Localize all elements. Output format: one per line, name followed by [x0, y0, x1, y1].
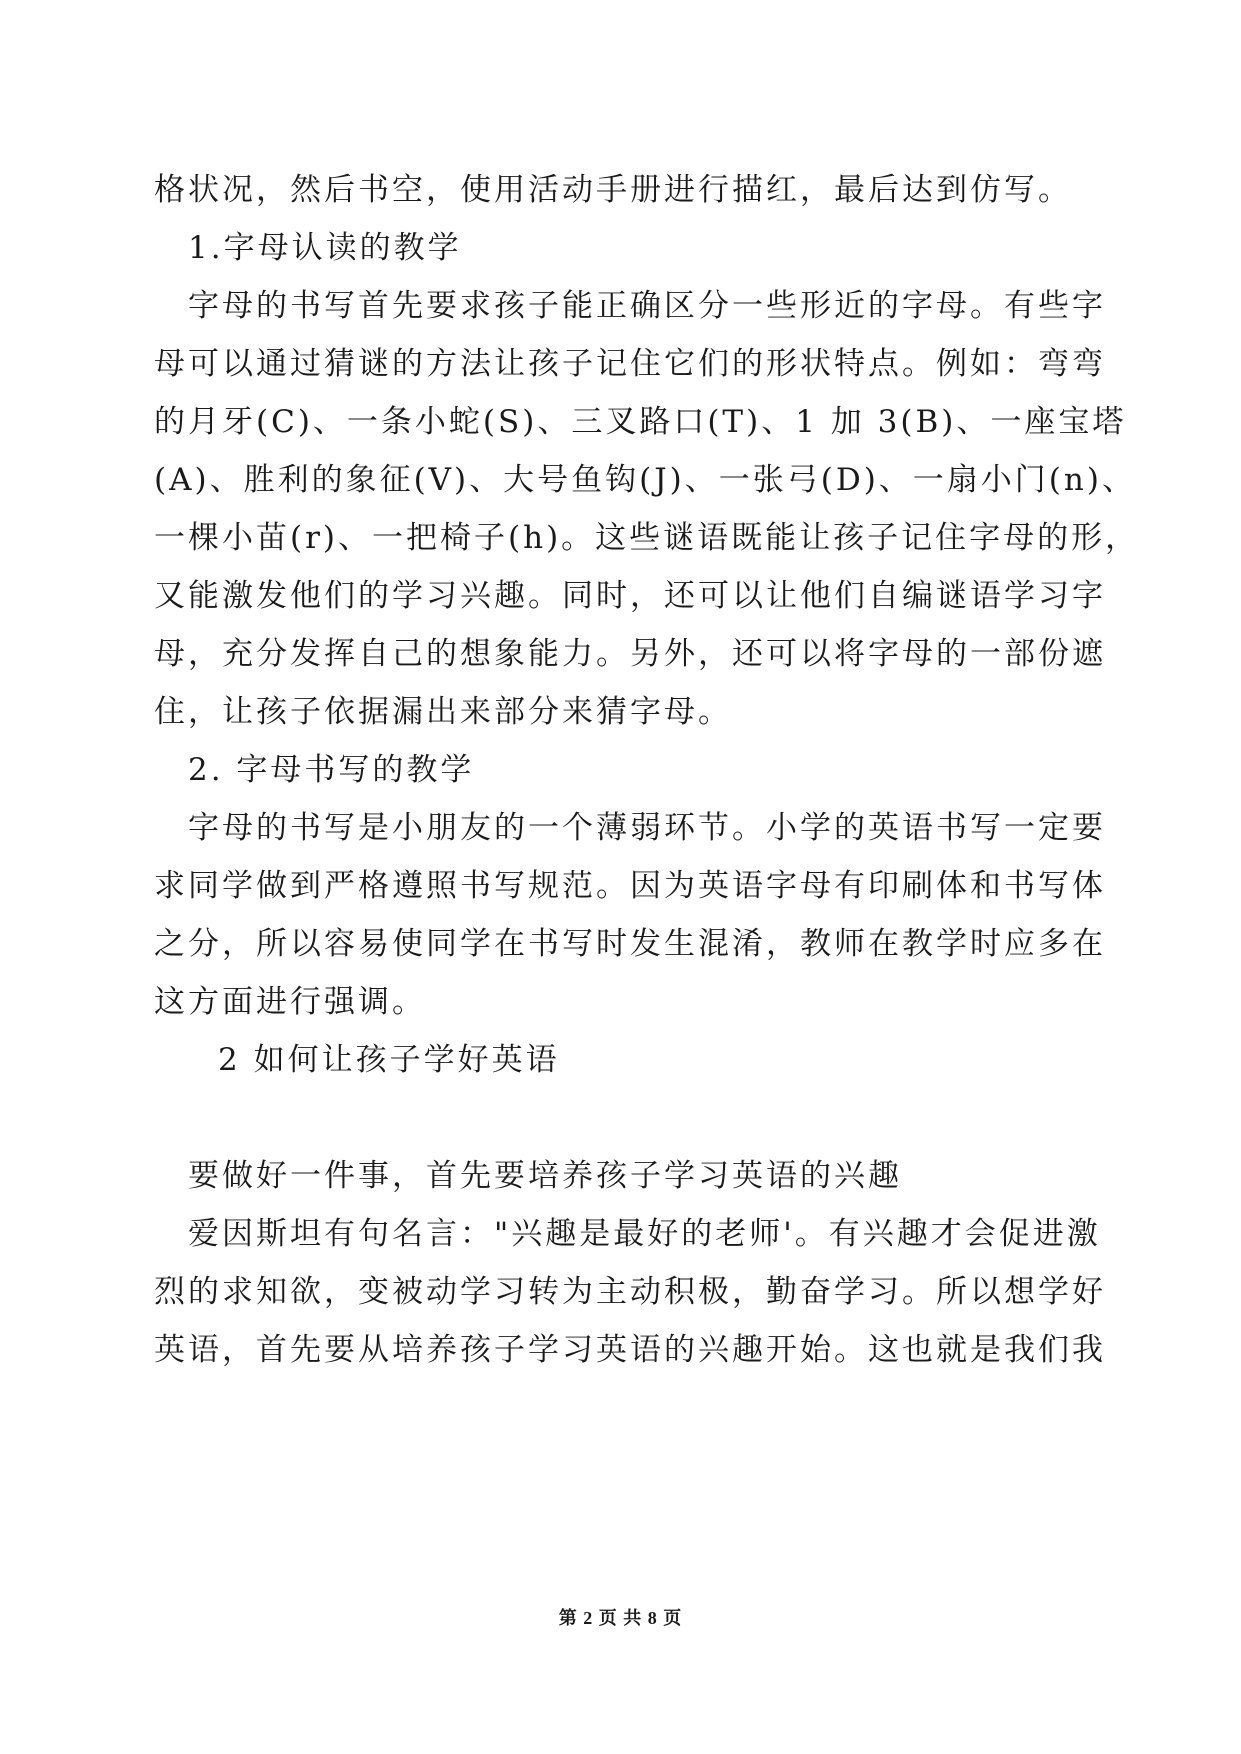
paragraph-line: 爱因斯坦有句名言："兴趣是最好的老师'。有兴趣才会促进激: [188, 1216, 1101, 1252]
paragraph-line: 之分，所以容易使同学在书写时发生混淆，教师在教学时应多在: [154, 926, 1106, 962]
paragraph-line: 母可以通过猜谜的方法让孩子记住它们的形状特点。例如：弯弯: [154, 346, 1106, 382]
paragraph-line: 的月牙(C)、一条小蛇(S)、三叉路口(T)、1 加 3(B)、一座宝塔: [154, 404, 1127, 440]
page-number-footer: 第 2 页 共 8 页: [558, 1608, 683, 1628]
paragraph-line: 字母的书写首先要求孩子能正确区分一些形近的字母。有些字: [188, 288, 1106, 324]
paragraph-line: 字母的书写是小朋友的一个薄弱环节。小学的英语书写一定要: [188, 810, 1106, 846]
paragraph-line: 一棵小苗(r)、一把椅子(h)。这些谜语既能让孩子记住字母的形，: [154, 520, 1140, 556]
paragraph-line: 求同学做到严格遵照书写规范。因为英语字母有印刷体和书写体: [154, 868, 1106, 904]
paragraph-line: 又能激发他们的学习兴趣。同时，还可以让他们自编谜语学习字: [154, 578, 1106, 614]
paragraph-line: 住，让孩子依据漏出来部分来猜字母。: [154, 694, 732, 730]
paragraph-line: 英语，首先要从培养孩子学习英语的兴趣开始。这也就是我们我: [154, 1332, 1106, 1368]
paragraph-line: 烈的求知欲，变被动学习转为主动积极，勤奋学习。所以想学好: [154, 1274, 1106, 1310]
section-heading: 2. 字母书写的教学: [188, 752, 475, 788]
chapter-heading: 2 如何让孩子学好英语: [218, 1042, 560, 1078]
paragraph-line: 格状况，然后书空，使用活动手册进行描红，最后达到仿写。: [154, 172, 1072, 208]
paragraph-line: 这方面进行强调。: [154, 984, 426, 1020]
paragraph-line: 母，充分发挥自己的想象能力。另外，还可以将字母的一部份遮: [154, 636, 1106, 672]
paragraph-line: 要做好一件事，首先要培养孩子学习英语的兴趣: [188, 1158, 902, 1194]
paragraph-line: (A)、胜利的象征(V)、大号鱼钩(J)、一张弓(D)、一扇小门(n)、: [154, 462, 1136, 498]
section-heading: 1.字母认读的教学: [188, 230, 462, 266]
